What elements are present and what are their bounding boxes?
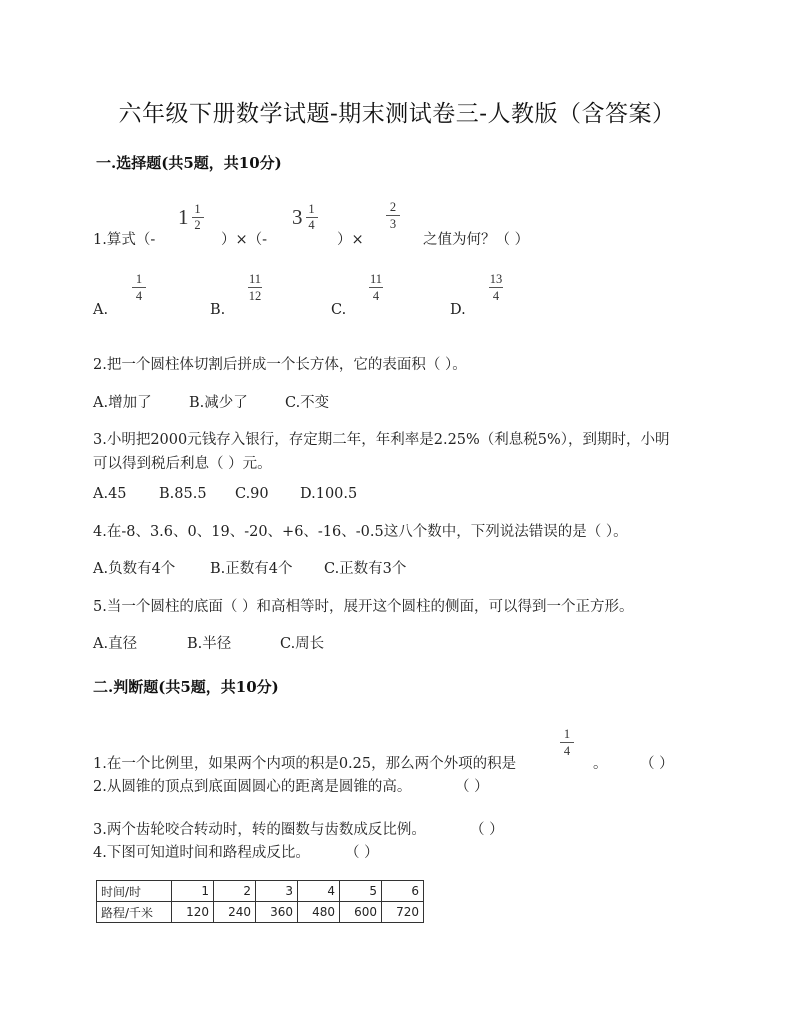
- fraction-q1: [386, 200, 400, 231]
- q1-option-c-fraction: [369, 272, 383, 303]
- frac-denominator: 2: [194, 218, 201, 232]
- judge-q2-text: 2.从圆锥的顶点到底面圆圆心的距离是圆锥的高。: [93, 779, 412, 795]
- frac-numerator: 2: [389, 200, 397, 214]
- table-cell: 360: [256, 902, 298, 923]
- q3-option-c: C.90: [235, 486, 269, 502]
- q4-option-a: A.负数有4个: [93, 561, 176, 577]
- table-cell: 240: [214, 902, 256, 923]
- q1-option-d-fraction: [489, 272, 503, 303]
- frac-numerator: 1: [308, 202, 315, 216]
- q3-option-a: A.45: [93, 486, 127, 502]
- frac-numerator: 11: [369, 272, 383, 286]
- q1-option-b-label: B.: [210, 302, 226, 318]
- mixed-number-1: [178, 203, 204, 232]
- judge-q3-answer-paren: （ ）: [470, 822, 504, 838]
- frac-denominator: 4: [492, 289, 500, 303]
- table-row: [97, 902, 424, 923]
- q3-option-d: D.100.5: [300, 486, 358, 502]
- judge-q1-text: 1.在一个比例里，如果两个内项的积是0.25，那么两个外项的积是: [93, 756, 517, 772]
- judge-q4-text: 4.下图可知道时间和路程成反比。: [93, 845, 310, 861]
- frac-denominator: 12: [248, 289, 262, 303]
- q1-option-c-label: C.: [331, 302, 347, 318]
- frac-denominator: 4: [308, 218, 315, 232]
- frac-numerator: 11: [248, 272, 262, 286]
- q1-option-d-label: D.: [450, 302, 466, 318]
- table-cell: 480: [298, 902, 340, 923]
- q1-option-a-fraction: [132, 272, 146, 303]
- page-title: 六年级下册数学试题-期末测试卷三-人教版（含答案）: [118, 101, 676, 127]
- frac-numerator: 1: [135, 272, 143, 286]
- table-cell: 1: [172, 881, 214, 902]
- table-cell: 120: [172, 902, 214, 923]
- q1-text-start: 1.算式（-: [93, 232, 156, 248]
- mixed-number-2: [292, 203, 318, 232]
- table-cell: 6: [382, 881, 424, 902]
- mixed-whole: 1: [178, 205, 189, 229]
- table-cell: 3: [256, 881, 298, 902]
- q2-text: 2.把一个圆柱体切割后拼成一个长方体，它的表面积（ ）。: [93, 357, 467, 373]
- judge-q1-answer-paren: （ ）: [640, 756, 674, 772]
- q5-option-b: B.半径: [187, 636, 232, 652]
- q4-option-c: C.正数有3个: [324, 561, 407, 577]
- q1-text-end: 之值为何？（ ）: [423, 232, 530, 248]
- q1-text-mid2: ）×: [337, 232, 364, 248]
- q2-option-b: B.减少了: [189, 395, 248, 411]
- judge-q2-answer-paren: （ ）: [455, 779, 489, 795]
- q3-text-line2: 可以得到税后利息（ ）元。: [93, 456, 272, 472]
- q5-text: 5.当一个圆柱的底面（ ）和高相等时，展开这个圆柱的侧面，可以得到一个正方形。: [93, 599, 634, 615]
- table-cell: 720: [382, 902, 424, 923]
- judge-q1-fraction: [560, 727, 574, 758]
- judge-q1-tail: 。: [593, 756, 608, 772]
- section-heading-choice: 一.选择题(共5题，共10分): [96, 154, 282, 172]
- q1-option-a-label: A.: [93, 302, 109, 318]
- time-distance-table: [96, 880, 424, 923]
- q2-option-c: C.不变: [285, 395, 330, 411]
- q3-text-line1: 3.小明把2000元钱存入银行，存定期二年，年利率是2.25%（利息税5%），到期时，小明: [93, 432, 670, 448]
- table-cell: 4: [298, 881, 340, 902]
- frac-numerator: 1: [563, 727, 571, 741]
- table-row: [97, 881, 424, 902]
- q5-option-c: C.周长: [280, 636, 325, 652]
- mixed-whole: 3: [292, 205, 303, 229]
- section-heading-judge: 二.判断题(共5题，共10分): [93, 678, 279, 696]
- frac-numerator: 13: [489, 272, 503, 286]
- frac-denominator: 4: [372, 289, 380, 303]
- q1-text-mid1: ）×（-: [221, 232, 268, 248]
- frac-denominator: 4: [563, 744, 571, 758]
- frac-denominator: 4: [135, 289, 143, 303]
- frac-numerator: 1: [194, 202, 201, 216]
- judge-q4-answer-paren: （ ）: [345, 845, 379, 861]
- table-cell: 2: [214, 881, 256, 902]
- q4-text: 4.在-8、3.6、0、19、-20、+6、-16、-0.5这八个数中，下列说法错误的是（ ）。: [93, 524, 628, 540]
- table-cell: 600: [340, 902, 382, 923]
- q4-option-b: B.正数有4个: [210, 561, 293, 577]
- q1-option-b-fraction: [248, 272, 262, 303]
- table-row-header: 时间/时: [97, 881, 172, 902]
- frac-denominator: 3: [389, 217, 397, 231]
- q3-option-b: B.85.5: [159, 486, 207, 502]
- q2-option-a: A.增加了: [93, 395, 152, 411]
- table-row-header: 路程/千米: [97, 902, 172, 923]
- judge-q3-text: 3.两个齿轮咬合转动时，转的圈数与齿数成反比例。: [93, 822, 426, 838]
- table-cell: 5: [340, 881, 382, 902]
- q5-option-a: A.直径: [93, 636, 138, 652]
